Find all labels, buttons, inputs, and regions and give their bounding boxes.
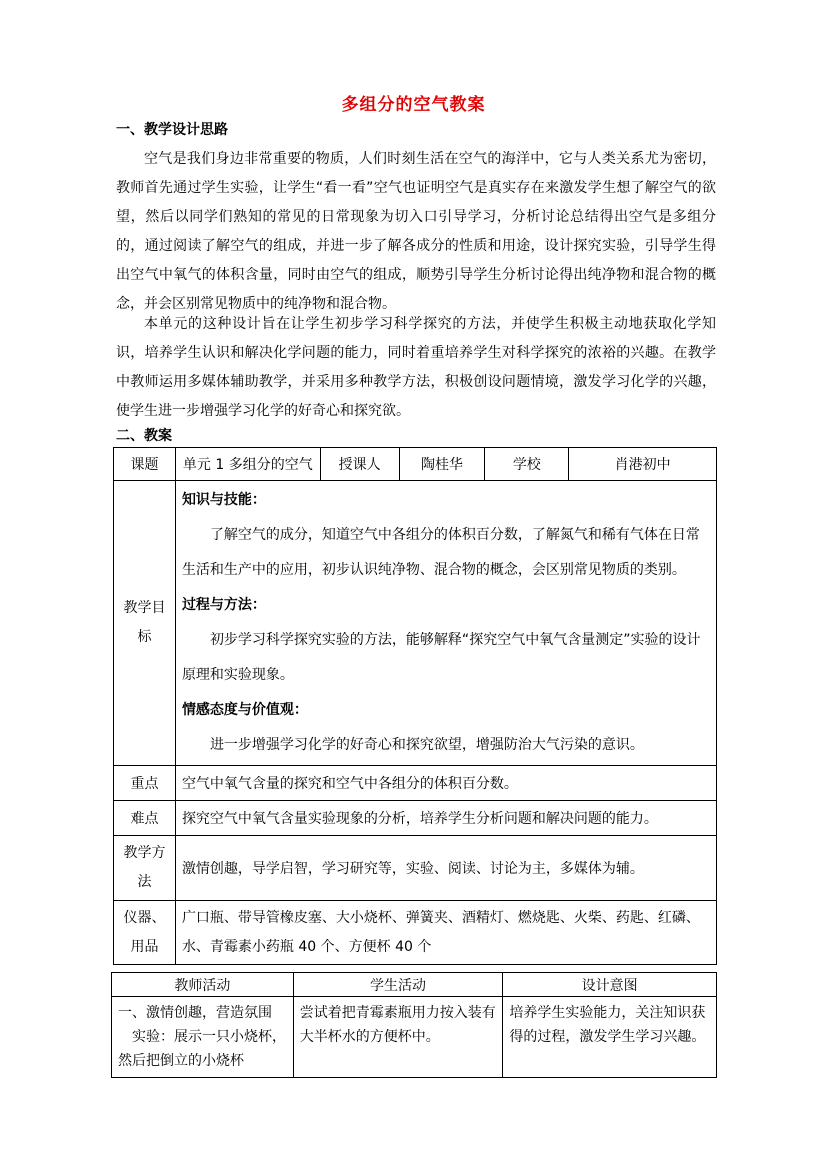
focus-label: 重点 [114,766,176,801]
method-value: 激情创趣，导学启智，学习研究等，实验、阅读、讨论为主，多媒体为辅。 [175,836,716,901]
method-row [114,836,717,901]
objective-text-knowledge: 了解空气的成分，知道空气中各组分的体积百分数，了解氮气和稀有气体在日常生活和生产中的应用，初步认识纯净物、混合物的概念，会区别常见物质的类别。 [181,527,700,578]
student-activity-cell: 尝试着把青霉素瓶用力按入装有大半杯水的方便杯中。 [293,997,503,1078]
objective-heading-process: 过程与方法： [181,597,266,613]
objectives-row [114,481,717,766]
topic-label: 课题 [114,448,176,481]
focus-value: 空气中氧气含量的探究和空气中各组分的体积百分数。 [175,766,716,801]
focus-row [114,766,717,801]
objectives-content [175,481,716,766]
objective-heading-knowledge: 知识与技能： [181,492,266,508]
objective-text-process: 初步学习科学探究实验的方法，能够解释“探究空气中氧气含量测定”实验的设计原理和实验现象。 [181,632,701,683]
equipment-label: 仪器、用品 [114,901,176,965]
topic-value: 单元 1 多组分的空气 [175,448,320,481]
design-intent-header: 设计意图 [503,973,717,997]
school-value: 肖港初中 [569,448,717,481]
method-label: 教学方法 [114,836,176,901]
difficulty-label: 难点 [114,801,176,836]
info-row [114,448,717,481]
section-heading-plan: 二、教案 [116,428,172,444]
teacher-activity-text: 实验：展示一只小烧杯，然后把倒立的小烧杯 [118,1029,286,1069]
teacher-label: 授课人 [320,448,399,481]
teacher-activity-cell [112,997,294,1078]
student-activity-header: 学生活动 [293,973,503,997]
activity-header-row [112,973,717,997]
objective-text-attitude: 进一步增强学习化学的好奇心和探究欲望，增强防治大气污染的意识。 [209,737,644,753]
page-title: 多组分的空气教案 [341,95,486,115]
paragraph-design-2: 本单元的这种设计旨在让学生初步学习科学探究的方法，并使学生积极主动地获取化学知识，培养学生认识和解决化学问题的能力，同时着重培养学生对科学探究的浓裕的兴趣。在教学中教师运用多媒体辅助教学，并采用多种教学方法，积极创设问题情境，激发学习化学的兴趣，使学生进一步增强学习化学的好奇心和探究欲。 [116,316,716,419]
teacher-activity-header: 教师活动 [112,973,294,997]
activity-table [111,972,717,1078]
objective-heading-attitude: 情感态度与价值观： [181,702,308,718]
teacher-activity-title: 一、激情创趣，营造氛围 [118,1005,272,1021]
equipment-row [114,901,717,965]
lesson-info-table [113,447,717,965]
objectives-label: 教学目标 [114,481,176,766]
teacher-value: 陶桂华 [399,448,485,481]
difficulty-row [114,801,717,836]
paragraph-design-1: 空气是我们身边非常重要的物质，人们时刻生活在空气的海洋中，它与人类关系尤为密切，教师首先通过学生实验，让学生“看一看”空气也证明空气是真实存在来激发学生想了解空气的欲望，然后以同学们熟知的常见的日常现象为切入口引导学习，分析讨论总结得出空气是多组分的，通过阅读了解空气的组成，并进一步了解各成分的性质和用途，设计探究实验，引导学生得出空气中氧气的体积含量，同时由空气的组成，顺势引导学生分析讨论得出纯净物和混合物的概念，并会区别常见物质中的纯净物和混合物。 [116,151,716,312]
school-label: 学校 [485,448,569,481]
design-intent-cell: 培养学生实验能力，关注知识获得的过程，激发学生学习兴趣。 [503,997,717,1078]
equipment-value: 广口瓶、带导管橡皮塞、大小烧杯、弹簧夹、酒精灯、燃烧匙、火柴、药匙、红磷、水、青霉素小药瓶 40 个、方便杯 40 个 [175,901,716,965]
activity-row [112,997,717,1078]
section-heading-design: 一、教学设计思路 [116,122,228,138]
difficulty-value: 探究空气中氧气含量实验现象的分析，培养学生分析问题和解决问题的能力。 [175,801,716,836]
